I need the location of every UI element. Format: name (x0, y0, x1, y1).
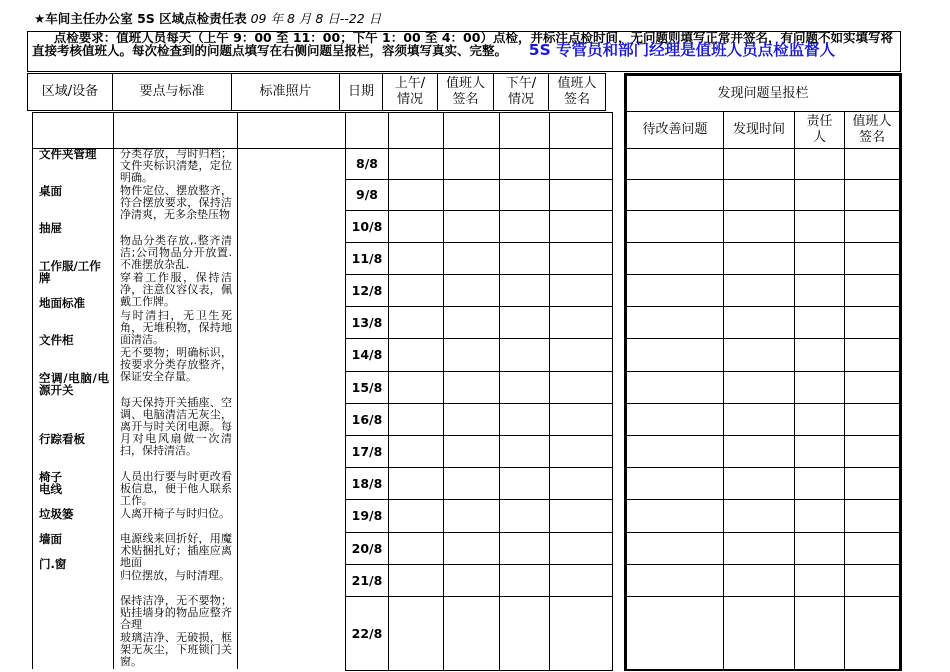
am-sign-cell[interactable] (443, 532, 500, 565)
date-cell: 16/8 (345, 403, 389, 436)
area-label: 门.窗 (39, 557, 67, 571)
am-status-cell[interactable] (388, 532, 444, 565)
header-pm: 下午/情况 (493, 73, 549, 111)
header-duty-sign: 值班人签名 (844, 111, 900, 149)
am-sign-cell[interactable] (443, 338, 500, 372)
am-sign-cell[interactable] (443, 306, 500, 339)
found-time-cell[interactable] (723, 148, 795, 180)
am-status-cell[interactable] (388, 564, 444, 597)
header-am: 上午/情况 (382, 73, 438, 111)
pm-status-cell[interactable] (499, 338, 550, 372)
standard-text: 电源线来回折好，用魔术贴捆扎好；插座应离地面 (120, 532, 232, 569)
duty-sign-cell[interactable] (844, 532, 900, 565)
pending-issue-cell[interactable] (626, 210, 724, 243)
am-status-cell[interactable] (388, 179, 444, 211)
am-sign-cell[interactable] (443, 210, 500, 243)
pm-status-cell[interactable] (499, 148, 550, 180)
pending-issue-cell[interactable] (626, 371, 724, 404)
area-label: 墙面 (39, 532, 62, 546)
date-cell: 17/8 (345, 435, 389, 468)
pending-issue-cell[interactable] (626, 467, 724, 500)
pm-status-cell[interactable] (499, 467, 550, 500)
am-sign-cell[interactable] (443, 179, 500, 211)
pm-status-cell[interactable] (499, 403, 550, 436)
am-status-cell[interactable] (388, 210, 444, 243)
pending-issue-cell[interactable] (626, 435, 724, 468)
am-status-cell[interactable] (388, 403, 444, 436)
date-cell: 19/8 (345, 499, 389, 533)
responsible-cell[interactable] (794, 210, 845, 243)
responsible-cell[interactable] (794, 403, 845, 436)
responsible-cell[interactable] (794, 564, 845, 597)
area-label: 文件柜 (39, 333, 74, 347)
pm-status-cell[interactable] (499, 371, 550, 404)
pm-sign-cell[interactable] (549, 532, 613, 565)
standard-text: 归位摆放，与时清理。 (120, 569, 230, 582)
found-time-cell[interactable] (723, 179, 795, 211)
duty-sign-cell[interactable] (844, 210, 900, 243)
standard-text: 与时清扫，无卫生死角，无堆积物，保持地面清洁。 (120, 309, 232, 346)
area-label: 椅子 电线 (39, 470, 62, 496)
am-sign-cell[interactable] (443, 403, 500, 436)
pending-issue-cell[interactable] (626, 242, 724, 275)
date-cell: 15/8 (345, 371, 389, 404)
responsible-cell[interactable] (794, 499, 845, 533)
pm-status-cell[interactable] (499, 532, 550, 565)
pending-issue-cell[interactable] (626, 532, 724, 565)
am-sign-cell[interactable] (443, 499, 500, 533)
standard-text: 玻璃洁净、无破损，框架无灰尘，下班锁门关窗。 (120, 631, 232, 668)
am-sign-cell[interactable] (443, 596, 500, 671)
duty-sign-cell[interactable] (844, 499, 900, 533)
pm-sign-cell[interactable] (549, 467, 613, 500)
date-cell: 9/8 (345, 179, 389, 211)
duty-sign-cell[interactable] (844, 242, 900, 275)
pending-issue-cell[interactable] (626, 499, 724, 533)
pm-sign-cell[interactable] (549, 564, 613, 597)
responsible-cell[interactable] (794, 532, 845, 565)
pm-sign-cell[interactable] (549, 338, 613, 372)
pending-issue-cell[interactable] (626, 596, 724, 670)
responsible-cell[interactable] (794, 435, 845, 468)
standard-text: 无不要物；明确标识，按要求分类存放整齐，保证安全存量。 (120, 346, 232, 383)
responsible-cell[interactable] (794, 306, 845, 339)
date-cell: 22/8 (345, 596, 389, 671)
am-sign-cell[interactable] (443, 435, 500, 468)
pm-status-cell[interactable] (499, 435, 550, 468)
pm-status-cell[interactable] (499, 210, 550, 243)
pm-status-cell[interactable] (499, 564, 550, 597)
pm-sign-cell[interactable] (549, 242, 613, 275)
duty-sign-cell[interactable] (844, 179, 900, 211)
standard-text: 保持洁净，无不要物；贴挂墙身的物品应整齐合理 (120, 594, 232, 631)
header-pm-sign: 值班人签名 (548, 73, 606, 111)
pm-sign-cell[interactable] (549, 274, 613, 307)
pm-status-cell[interactable] (499, 179, 550, 211)
blank-cell (32, 112, 114, 149)
pending-issue-cell[interactable] (626, 179, 724, 211)
am-status-cell[interactable] (388, 242, 444, 275)
date-cell: 20/8 (345, 532, 389, 565)
problem-panel-title: 发现问题呈报栏 (626, 75, 900, 112)
pm-sign-cell[interactable] (549, 306, 613, 339)
date-cell: 8/8 (345, 148, 389, 180)
duty-sign-cell[interactable] (844, 564, 900, 597)
standard-text: 穿着工作服，保持洁净，注意仪容仪表，佩戴工作牌。 (120, 271, 232, 308)
blank-cell (113, 112, 238, 149)
duty-sign-cell[interactable] (844, 435, 900, 468)
header-found-time: 发现时间 (723, 111, 795, 149)
found-time-cell[interactable] (723, 435, 795, 468)
am-sign-cell[interactable] (443, 242, 500, 275)
am-sign-cell[interactable] (443, 274, 500, 307)
duty-sign-cell[interactable] (844, 596, 900, 670)
page-title: ★车间主任办公室 5S 区域点检责任表 09 年 8 月 8 日--22 日 (34, 11, 382, 26)
am-status-cell[interactable] (388, 371, 444, 404)
duty-sign-cell[interactable] (844, 338, 900, 372)
found-time-cell[interactable] (723, 532, 795, 565)
pending-issue-cell[interactable] (626, 403, 724, 436)
pending-issue-cell[interactable] (626, 306, 724, 339)
duty-sign-cell[interactable] (844, 403, 900, 436)
standard-text: 每天保持开关插座、空调、电脑清洁无灰尘，离开与时关闭电源。每月对电风扇做一次清扫，保持清洁。 (120, 396, 232, 457)
am-status-cell[interactable] (388, 338, 444, 372)
pm-status-cell[interactable] (499, 499, 550, 533)
am-status-cell[interactable] (388, 148, 444, 180)
am-status-cell[interactable] (388, 435, 444, 468)
header-date: 日期 (339, 73, 383, 111)
date-cell: 21/8 (345, 564, 389, 597)
found-time-cell[interactable] (723, 564, 795, 597)
am-status-cell[interactable] (388, 467, 444, 500)
standard-text: 分类存放，与时归档；文件夹标识清楚，定位明确。 (120, 147, 232, 184)
area-label: 行踪看板 (39, 432, 85, 446)
responsible-cell[interactable] (794, 242, 845, 275)
am-sign-cell[interactable] (443, 467, 500, 500)
duty-sign-cell[interactable] (844, 148, 900, 180)
pm-status-cell[interactable] (499, 596, 550, 671)
requirement-text: 点检要求：值班人员每天（上午 9：00 至 11：00；下午 1：00 至 4：00）点检，并标注点检时间，无问题则填写正常并签名，有问题不如实填写将直接考核值班人。每次检查到的问题点填写在右侧问题呈报栏，容须填写真实、完整。 5S 专管员和部门经理是值班人员点检监督人 (32, 30, 893, 59)
found-time-cell[interactable] (723, 596, 795, 670)
date-cell: 14/8 (345, 338, 389, 372)
pm-sign-cell[interactable] (549, 403, 613, 436)
pm-sign-cell[interactable] (549, 499, 613, 533)
duty-sign-cell[interactable] (844, 306, 900, 339)
duty-sign-cell[interactable] (844, 371, 900, 404)
header-pending-issue: 待改善问题 (626, 111, 724, 149)
date-cell: 18/8 (345, 467, 389, 500)
responsible-cell[interactable] (794, 179, 845, 211)
pm-status-cell[interactable] (499, 242, 550, 275)
am-status-cell[interactable] (388, 274, 444, 307)
pm-sign-cell[interactable] (549, 179, 613, 211)
header-photo: 标准照片 (231, 73, 340, 111)
pm-sign-cell[interactable] (549, 596, 613, 671)
pm-sign-cell[interactable] (549, 210, 613, 243)
header-am-sign: 值班人签名 (437, 73, 494, 111)
standard-text: 人员出行要与时更改看板信息，便于他人联系工作。 (120, 470, 232, 507)
am-status-cell[interactable] (388, 499, 444, 533)
date-cell: 13/8 (345, 306, 389, 339)
date-cell: 12/8 (345, 274, 389, 307)
pm-status-cell[interactable] (499, 274, 550, 307)
found-time-cell[interactable] (723, 467, 795, 500)
found-time-cell[interactable] (723, 403, 795, 436)
found-time-cell[interactable] (723, 306, 795, 339)
area-label: 工作服/工作牌 (39, 259, 101, 285)
am-sign-cell[interactable] (443, 371, 500, 404)
responsible-cell[interactable] (794, 274, 845, 307)
found-time-cell[interactable] (723, 242, 795, 275)
header-area: 区域/设备 (27, 73, 113, 111)
pending-issue-cell[interactable] (626, 338, 724, 372)
pm-sign-cell[interactable] (549, 371, 613, 404)
found-time-cell[interactable] (723, 499, 795, 533)
blank-cell (237, 112, 346, 149)
responsible-cell[interactable] (794, 148, 845, 180)
date-cell: 11/8 (345, 242, 389, 275)
standard-text: 物品分类存放,.整齐清洁;公司物品分开放置.不准摆放杂乱. (120, 234, 232, 271)
found-time-cell[interactable] (723, 371, 795, 404)
am-sign-cell[interactable] (443, 148, 500, 180)
area-label: 桌面 (39, 184, 62, 198)
pm-sign-cell[interactable] (549, 148, 613, 180)
pm-sign-cell[interactable] (549, 435, 613, 468)
standard-text: 人离开椅子与时归位。 (120, 507, 230, 520)
supervisor-note: 5S 专管员和部门经理是值班人员点检监督人 (528, 41, 836, 59)
area-label: 空调/电脑/电源开关 (39, 371, 109, 397)
responsible-cell[interactable] (794, 467, 845, 500)
area-label: 垃圾篓 (39, 507, 74, 521)
duty-sign-cell[interactable] (844, 274, 900, 307)
responsible-cell[interactable] (794, 338, 845, 372)
pending-issue-cell[interactable] (626, 148, 724, 180)
pending-issue-cell[interactable] (626, 564, 724, 597)
found-time-cell[interactable] (723, 210, 795, 243)
pm-status-cell[interactable] (499, 306, 550, 339)
duty-sign-cell[interactable] (844, 467, 900, 500)
found-time-cell[interactable] (723, 338, 795, 372)
am-status-cell[interactable] (388, 596, 444, 671)
area-label: 文件夹管理 (39, 147, 97, 161)
am-status-cell[interactable] (388, 306, 444, 339)
area-label: 抽屉 (39, 221, 62, 235)
pending-issue-cell[interactable] (626, 274, 724, 307)
header-standard: 要点与标准 (112, 73, 232, 111)
responsible-cell[interactable] (794, 371, 845, 404)
found-time-cell[interactable] (723, 274, 795, 307)
standard-text: 物件定位、摆放整齐，符合摆放要求，保持洁净清爽，无多余垫压物 (120, 184, 232, 221)
am-sign-cell[interactable] (443, 564, 500, 597)
area-label: 地面标准 (39, 296, 85, 310)
header-responsible: 责任人 (794, 111, 845, 149)
date-cell: 10/8 (345, 210, 389, 243)
responsible-cell[interactable] (794, 596, 845, 670)
